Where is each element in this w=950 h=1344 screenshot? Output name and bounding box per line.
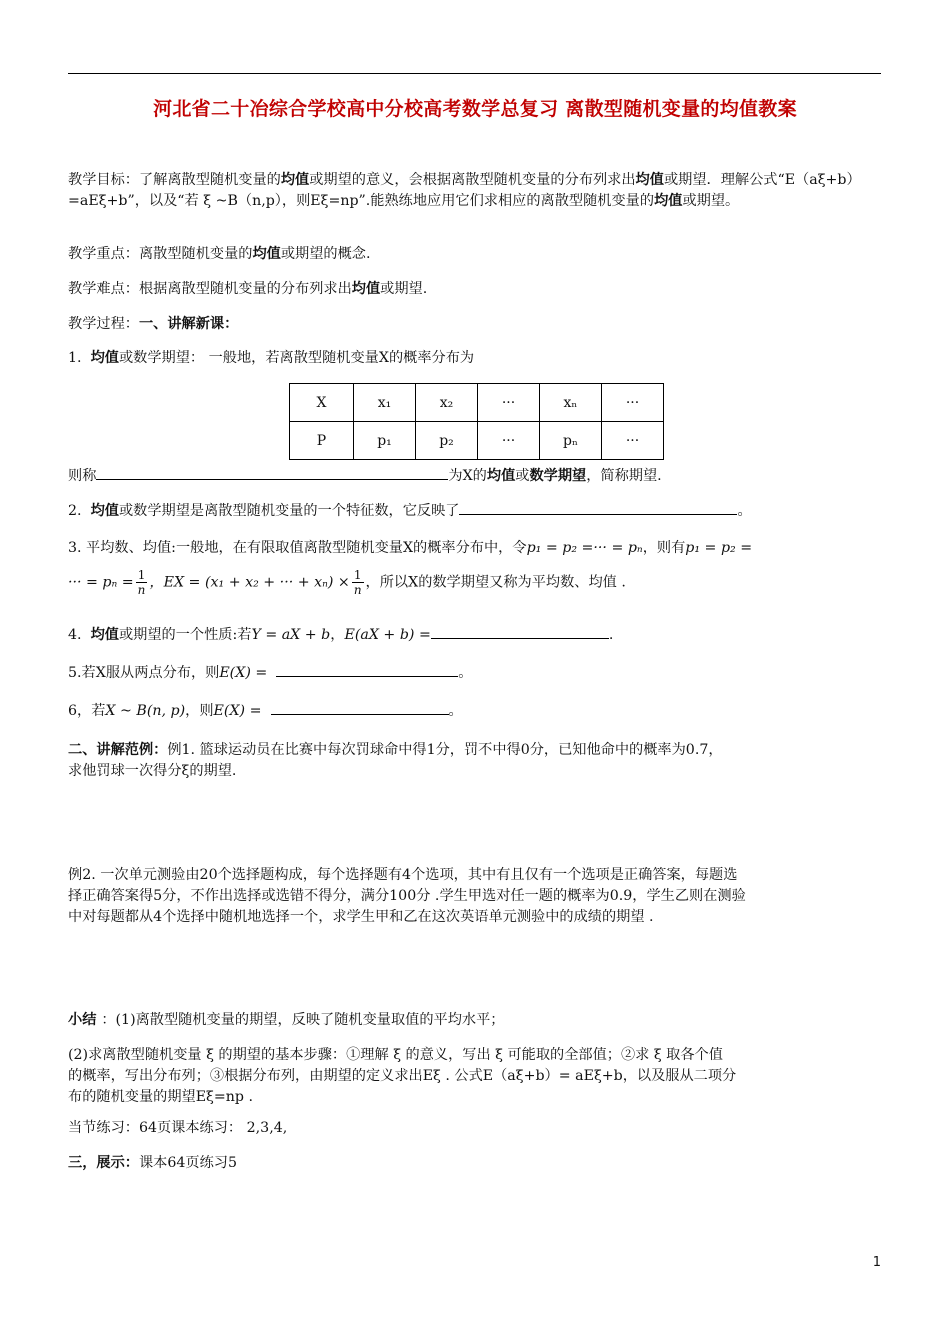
table-row	[290, 384, 664, 422]
fraction: $\frac{1}{n}$	[353, 568, 362, 597]
practice: 当节练习：64页课本练习： 2,3,4,	[68, 1120, 288, 1136]
teaching-process: 教学过程：一、讲解新课：	[68, 316, 239, 332]
page-title: 河北省二十冶综合学校高中分校高考数学总复习 离散型随机变量的均值教案	[153, 98, 797, 120]
example-2: 例2. 一次单元测验由20个选择题构成，每个选择题有4个选项，其中有且仅有一个选项是正确答案，每题选 择正确答案得5分，不作出选择或选错不得分，满分100分 .学生甲选对任一题的概率为0.9，学生乙则在测验 中对每题都从4个选择中随机地选择一个，求学生甲和乙在这次英语单元测验中的成绩的期望 .	[68, 867, 746, 925]
table-cell: ···	[602, 422, 664, 460]
table-cell: p₂	[416, 422, 478, 460]
blank-line	[431, 624, 609, 639]
summary-steps: (2)求离散型随机变量 ξ 的期望的基本步骤：①理解 ξ 的意义，写出 ξ 可能取的全部值；②求 ξ 取各个值 的概率，写出分布列；③根据分布列，由期望的定义求出Eξ . 公式E（aξ+b）= aEξ+b，以及服从二项分 布的随机变量的期望Eξ=np .	[68, 1047, 737, 1105]
fraction: $\frac{1}{n}$	[137, 568, 146, 597]
item-1-definition: 则称 为X的均值或数学期望，简称期望.	[68, 465, 882, 487]
teaching-objective: 教学目标：了解离散型随机变量的均值或期望的意义，会根据离散型随机变量的分布列求出均值或期望．理解公式“E（aξ+b）=aEξ+b”，以及“若 ξ ~B（n,p），则Eξ=np”.能熟练地应用它们求相应的离散型随机变量的均值或期望。	[68, 172, 861, 209]
item-5: 5.若X服从两点分布，则E(X) = 。	[68, 662, 882, 684]
section-3: 三，展示：课本64页练习5	[68, 1155, 237, 1171]
item-2: 2. 均值或数学期望是离散型随机变量的一个特征数，它反映了 。	[68, 500, 882, 522]
item-4: 4. 均值或期望的一个性质:若Y = aX + b，E(aX + b) = .	[68, 624, 882, 646]
table-cell: ···	[478, 422, 540, 460]
blank-line	[459, 500, 737, 515]
item-3-line2: ··· = pₙ = $\frac{1}{n}$ ，EX = (x₁ + x₂ + ··· + xₙ) × $\frac{1}{n}$ ，所以X的数学期望又称为平均数、均值 .	[68, 568, 626, 597]
table-row	[290, 422, 664, 460]
table-cell: p₁	[354, 422, 416, 460]
table-cell: x₁	[354, 384, 416, 422]
summary: 小结 ：(1)离散型随机变量的期望，反映了随机变量取值的平均水平；	[68, 1012, 505, 1028]
item-1: 1. 均值或数学期望： 一般地，若离散型随机变量X的概率分布为	[68, 350, 475, 366]
page-number: 1	[872, 1255, 881, 1270]
table-cell: xₙ	[540, 384, 602, 422]
blank-line	[271, 700, 449, 715]
teaching-focus: 教学重点：离散型随机变量的均值或期望的概念.	[68, 246, 371, 262]
header-rule	[68, 73, 881, 74]
table-cell: ···	[478, 384, 540, 422]
table-cell: P	[290, 422, 354, 460]
table-cell: X	[290, 384, 354, 422]
blank-line	[276, 662, 458, 677]
item-3: 3. 平均数、均值:一般地，在有限取值离散型随机变量X的概率分布中，令p₁ = p₂ =··· = pₙ，则有p₁ = p₂ =	[68, 540, 753, 556]
distribution-table	[289, 383, 664, 460]
table-cell: pₙ	[540, 422, 602, 460]
blank-line	[96, 465, 448, 480]
example-1: 二、讲解范例：例1. 篮球运动员在比赛中每次罚球命中得1分，罚不中得0分，已知他命中的概率为0.7， 求他罚球一次得分ξ的期望.	[68, 742, 723, 779]
item-6: 6，若X ~ B(n, p)，则E(X) = 。	[68, 700, 882, 722]
table-cell: x₂	[416, 384, 478, 422]
table-cell: ···	[602, 384, 664, 422]
teaching-difficulty: 教学难点：根据离散型随机变量的分布列求出均值或期望.	[68, 281, 428, 297]
